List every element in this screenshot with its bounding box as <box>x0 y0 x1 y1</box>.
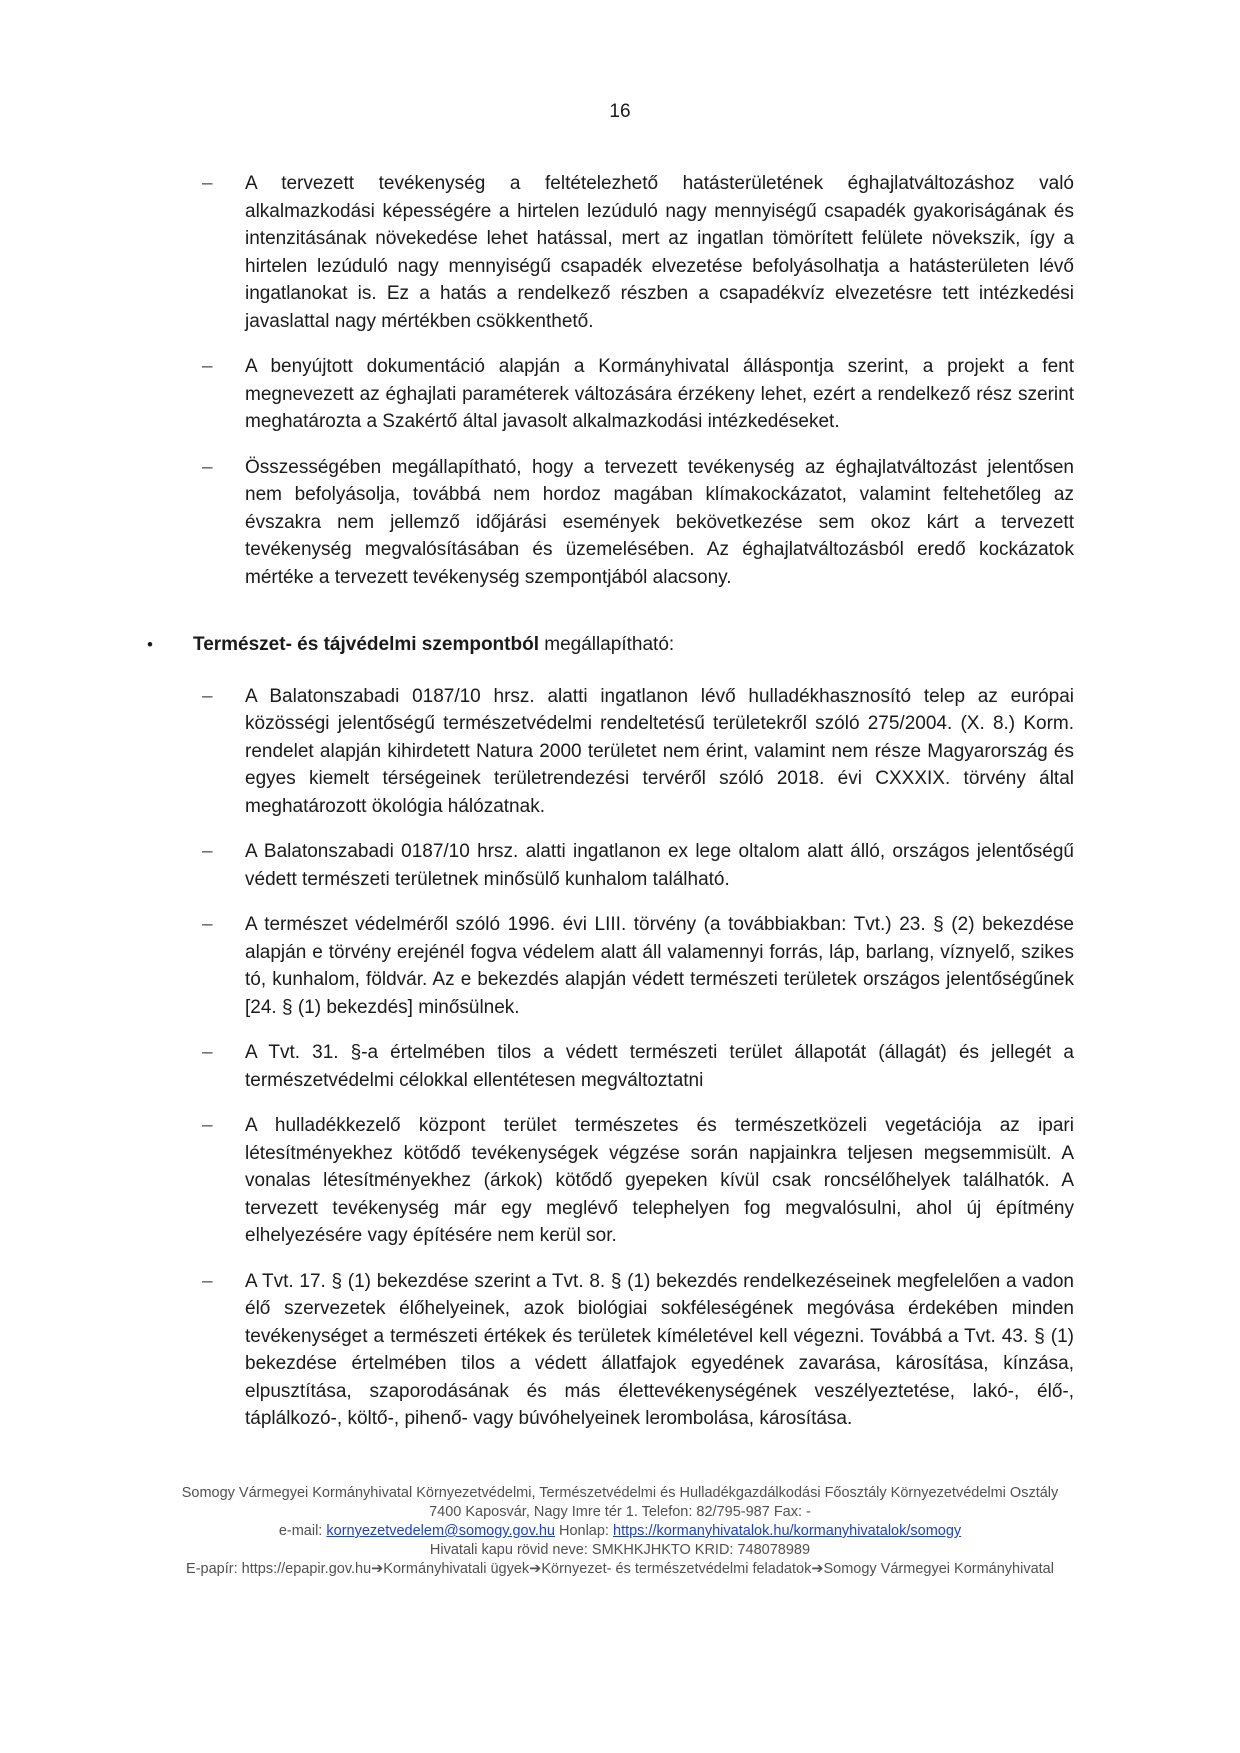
list-item <box>202 1039 1074 1094</box>
section-heading-bold: Természet- és tájvédelmi szempontból <box>193 634 539 655</box>
bullet-marker: • <box>147 635 153 654</box>
email-link[interactable]: kornyezetvedelem@somogy.gov.hu <box>326 1523 555 1539</box>
dash-marker: – <box>202 1115 213 1136</box>
list-item <box>202 170 1074 335</box>
dash-marker: – <box>202 1042 213 1063</box>
page-footer <box>0 1484 1240 1579</box>
dash-marker: – <box>202 1270 213 1292</box>
footer-office: Somogy Vármegyei Kormányhivatal Környezetvédelmi, Természetvédelmi és Hulladékgazdálkodási Főosztály Környezetvédelmi Osztály <box>181 1485 1059 1501</box>
footer-web-label: Honlap: <box>554 1523 613 1539</box>
section-heading-rest: megállapítható: <box>538 634 675 655</box>
list-item <box>202 1268 1074 1433</box>
page-number: 16 <box>609 101 631 122</box>
list-item-text: A benyújtott dokumentáció alapján a Kormányhivatal álláspontja szerint, a projekt a fent megnevezett az éghajlati paraméterek változására érzékeny lehet, ezért a rendelkező rész szerint meghatározta a Szakértő által javasolt alkalmazkodási intézkedéseket. <box>245 356 1074 432</box>
list-item-text: A természet védelméről szóló 1996. évi LIII. törvény (a továbbiakban: Tvt.) 23. § (2) bekezdése alapján e törvény erejénél fogva védelem alatt áll valamennyi forrás, láp, barlang, víznyelő, szikes tó, kunhalom, földvár. Az e bekezdés alapján védett természeti területek országos jelentőségűnek [24. § (1) bekezdés] minősülnek. <box>245 914 1074 1018</box>
section-heading <box>147 631 1240 659</box>
document-body <box>0 170 1240 1451</box>
list-item <box>202 353 1074 436</box>
website-link[interactable]: https://kormanyhivatalok.hu/kormanyhivatalok/somogy <box>613 1523 962 1539</box>
dash-marker: – <box>202 456 213 478</box>
footer-epapir: E-papír: https://epapir.gov.hu➔Kormányhivatali ügyek➔Környezet- és természetvédelmi feladatok➔Somogy Vármegyei Kormányhivatal <box>186 1561 1054 1577</box>
list-item-text: A Tvt. 31. §-a értelmében tilos a védett természeti terület állapotát (állagát) és jellegét a természetvédelmi célokkal ellentétesen megváltoztatni <box>245 1042 1074 1091</box>
list-item-text: A tervezett tevékenység a feltételezhető hatásterületének éghajlatváltozáshoz való alkalmazkodási képességére a hirtelen lezúduló nagy mennyiségű csapadék gyakoriságának és intenzitásának növekedése lehet hatással, mert az ingatlan tömörített felülete növekszik, így a hirtelen lezúduló nagy mennyiségű csapadék elvezetése befolyásolhatja a hatásterületen lévő ingatlanokat is. Ez a hatás a rendelkező részben a csapadékvíz elvezetésre tett intézkedési javaslattal nagy mértékben csökkenthető. <box>245 173 1074 332</box>
dash-marker: – <box>202 173 213 194</box>
dash-marker: – <box>202 685 213 707</box>
list-item <box>202 911 1074 1021</box>
list-item <box>202 1112 1074 1250</box>
footer-email-label: e-mail: <box>278 1523 327 1539</box>
footer-contact <box>0 1522 1240 1541</box>
footer-address: 7400 Kaposvár, Nagy Imre tér 1. Telefon: 82/795-987 Fax: - <box>429 1504 811 1520</box>
list-item <box>202 838 1074 893</box>
list-item <box>202 683 1074 821</box>
list-item-text: A Balatonszabadi 0187/10 hrsz. alatti ingatlanon lévő hulladékhasznosító telep az európai közösségi jelentőségű természetvédelmi rendeltetésű területekről szóló 275/2004. (X. 8.) Korm. rendelet alapján kihirdetett Natura 2000 területet nem érint, valamint nem része Magyarország és egyes kiemelt térségeinek területrendezési tervéről szóló 2018. évi CXXXIX. törvény által meghatározott ökológia hálózatnak. <box>245 685 1074 817</box>
dash-marker: – <box>202 914 213 935</box>
list-item <box>202 454 1074 592</box>
list-item-text: Összességében megállapítható, hogy a tervezett tevékenység az éghajlatváltozást jelentősen nem befolyásolja, továbbá nem hordoz magában klímakockázatot, valamint feltehetőleg az évszakra nem jellemző időjárási események bekövetkezése sem okoz kárt a tervezett tevékenység megvalósításában és üzemelésében. Az éghajlatváltozásból eredő kockázatok mértéke a tervezett tevékenység szempontjából alacsony. <box>245 456 1074 588</box>
list-item-text: A Tvt. 17. § (1) bekezdése szerint a Tvt. 8. § (1) bekezdés rendelkezéseinek megfelelően a vadon élő szervezetek élőhelyeinek, azok biológiai sokféleségének megóvása érdekében minden tevékenységet a természeti értékek és területek kíméletével kell végezni. Továbbá a Tvt. 43. § (1) bekezdése értelmében tilos a védett állatfajok egyedének zavarása, károsítása, kínzása, elpusztítása, szaporodásának és más élettevékenységének veszélyeztetése, lakó-, élő-, táplálkozó-, költő-, pihenő- vagy búvóhelyeinek lerombolása, károsítása. <box>245 1270 1074 1429</box>
dash-marker: – <box>202 841 213 862</box>
dash-marker: – <box>202 356 213 377</box>
list-item-text: A Balatonszabadi 0187/10 hrsz. alatti ingatlanon ex lege oltalom alatt álló, országos jelentőségű védett természeti területnek minősülő kunhalom található. <box>245 841 1074 890</box>
list-item-text: A hulladékkezelő központ terület természetes és természetközeli vegetációja az ipari létesítményekhez kötődő tevékenységek végzése során napjainkra teljesen megsemmisült. A vonalas létesítményekhez (árkok) kötődő gyepeken kívül csak roncsélőhelyek találhatók. A tervezett tevékenység már egy meglévő telephelyen fog megvalósulni, ahol új építmény elhelyezésére vagy építésére nem kerül sor. <box>245 1115 1074 1246</box>
footer-gateway: Hivatali kapu rövid neve: SMKHKJHKTO KRID: 748078989 <box>429 1542 811 1558</box>
